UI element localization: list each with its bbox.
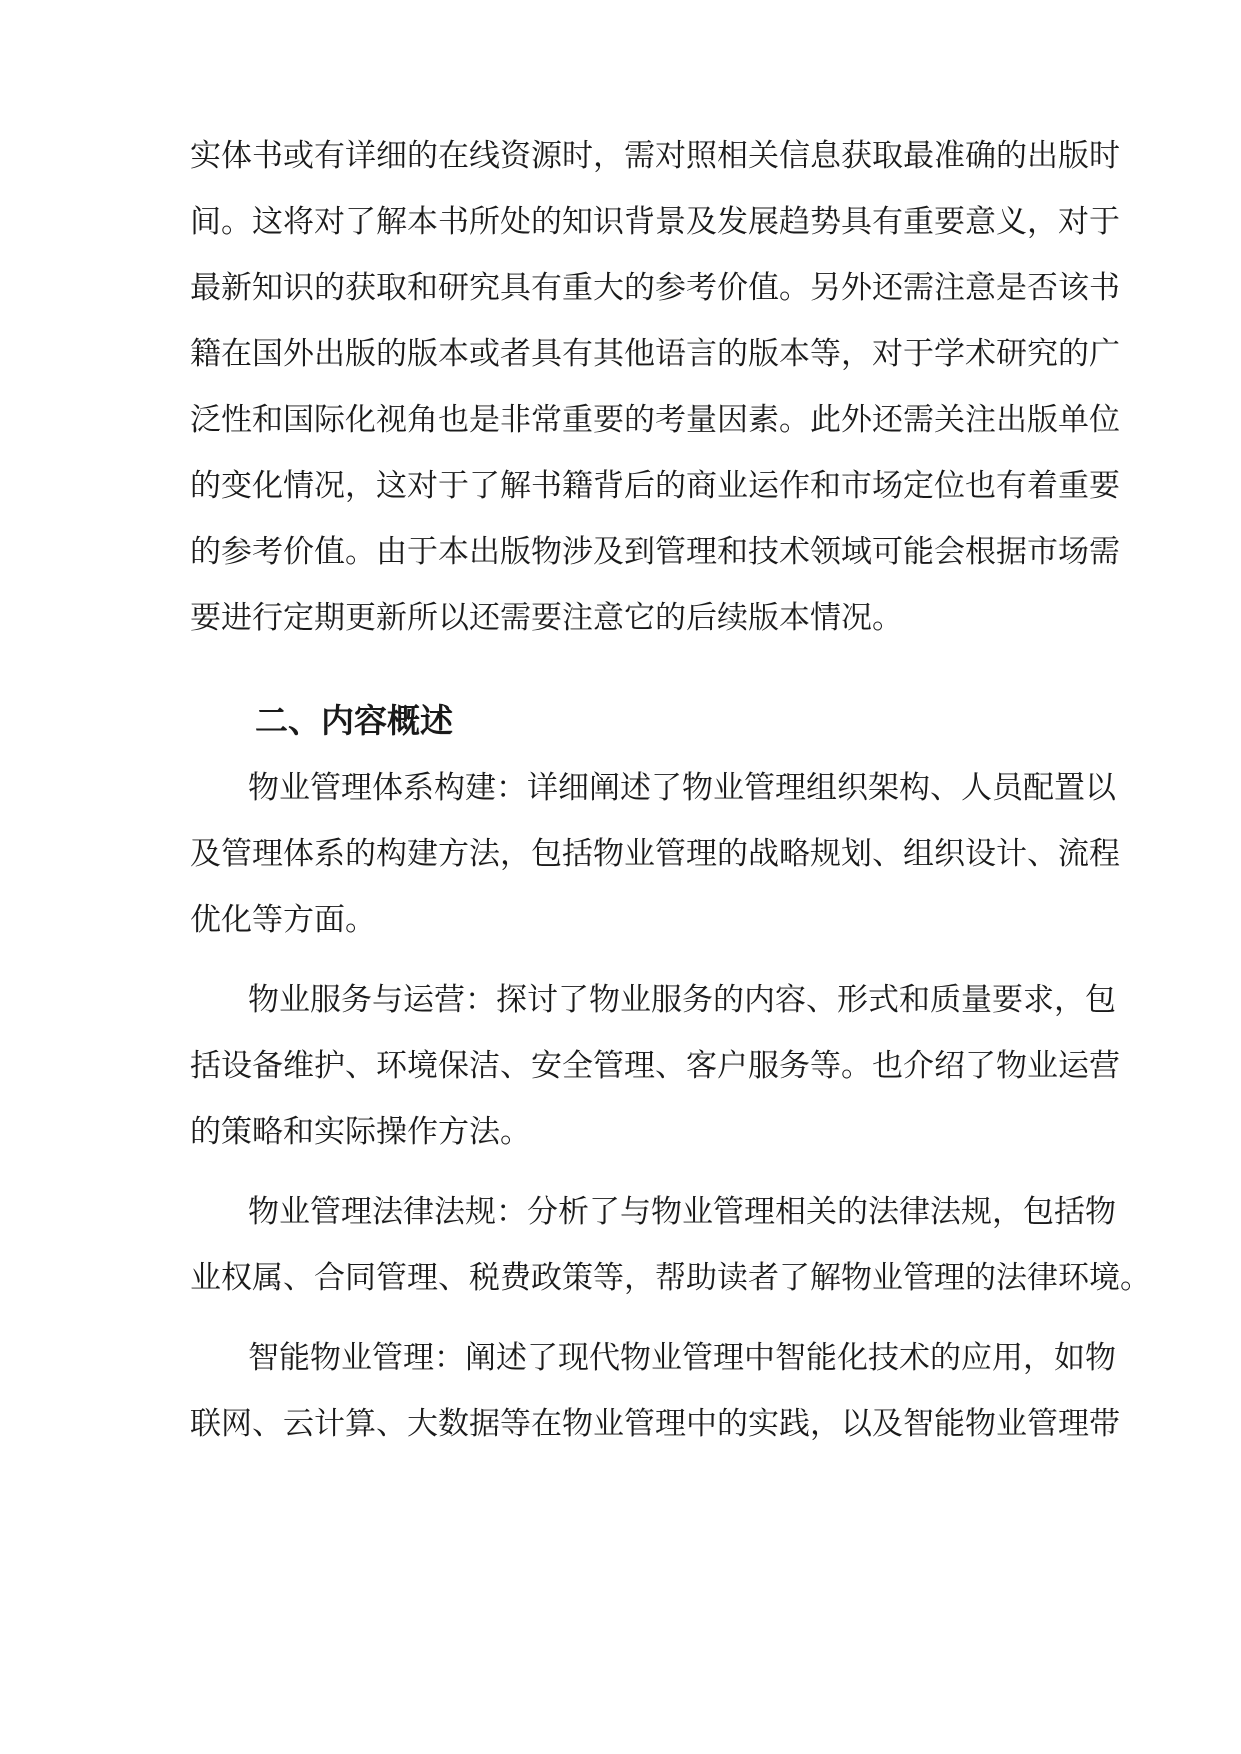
- section-heading: 二、内容概述: [255, 701, 453, 740]
- paragraph-line: 业权属、合同管理、税费政策等，帮助读者了解物业管理的法律环境。: [190, 1260, 1151, 1296]
- paragraph-line: 物业管理法律法规：分析了与物业管理相关的法律法规，包括物: [248, 1194, 1116, 1230]
- paragraph-line: 括设备维护、环境保洁、安全管理、客户服务等。也介绍了物业运营: [190, 1048, 1120, 1084]
- paragraph-line: 要进行定期更新所以还需要注意它的后续版本情况。: [190, 600, 903, 636]
- paragraph-line: 的策略和实际操作方法。: [190, 1114, 531, 1150]
- paragraph-line: 及管理体系的构建方法，包括物业管理的战略规划、组织设计、流程: [190, 836, 1120, 872]
- paragraph-line: 的参考价值。由于本出版物涉及到管理和技术领域可能会根据市场需: [190, 534, 1120, 570]
- paragraph-line: 智能物业管理：阐述了现代物业管理中智能化技术的应用，如物: [248, 1340, 1116, 1376]
- paragraph-line: 联网、云计算、大数据等在物业管理中的实践，以及智能物业管理带: [190, 1406, 1120, 1442]
- paragraph-line: 的变化情况，这对于了解书籍背后的商业运作和市场定位也有着重要: [190, 468, 1120, 504]
- paragraph-line: 籍在国外出版的版本或者具有其他语言的版本等，对于学术研究的广: [190, 336, 1120, 372]
- paragraph-line: 间。这将对了解本书所处的知识背景及发展趋势具有重要意义，对于: [190, 204, 1120, 240]
- paragraph-line: 物业管理体系构建：详细阐述了物业管理组织架构、人员配置以: [248, 770, 1116, 806]
- paragraph-line: 泛性和国际化视角也是非常重要的考量因素。此外还需关注出版单位: [190, 402, 1120, 438]
- paragraph-line: 优化等方面。: [190, 902, 376, 938]
- paragraph-line: 最新知识的获取和研究具有重大的参考价值。另外还需注意是否该书: [190, 270, 1120, 306]
- paragraph-line: 实体书或有详细的在线资源时，需对照相关信息获取最准确的出版时: [190, 138, 1120, 174]
- paragraph-line: 物业服务与运营：探讨了物业服务的内容、形式和质量要求，包: [248, 982, 1116, 1018]
